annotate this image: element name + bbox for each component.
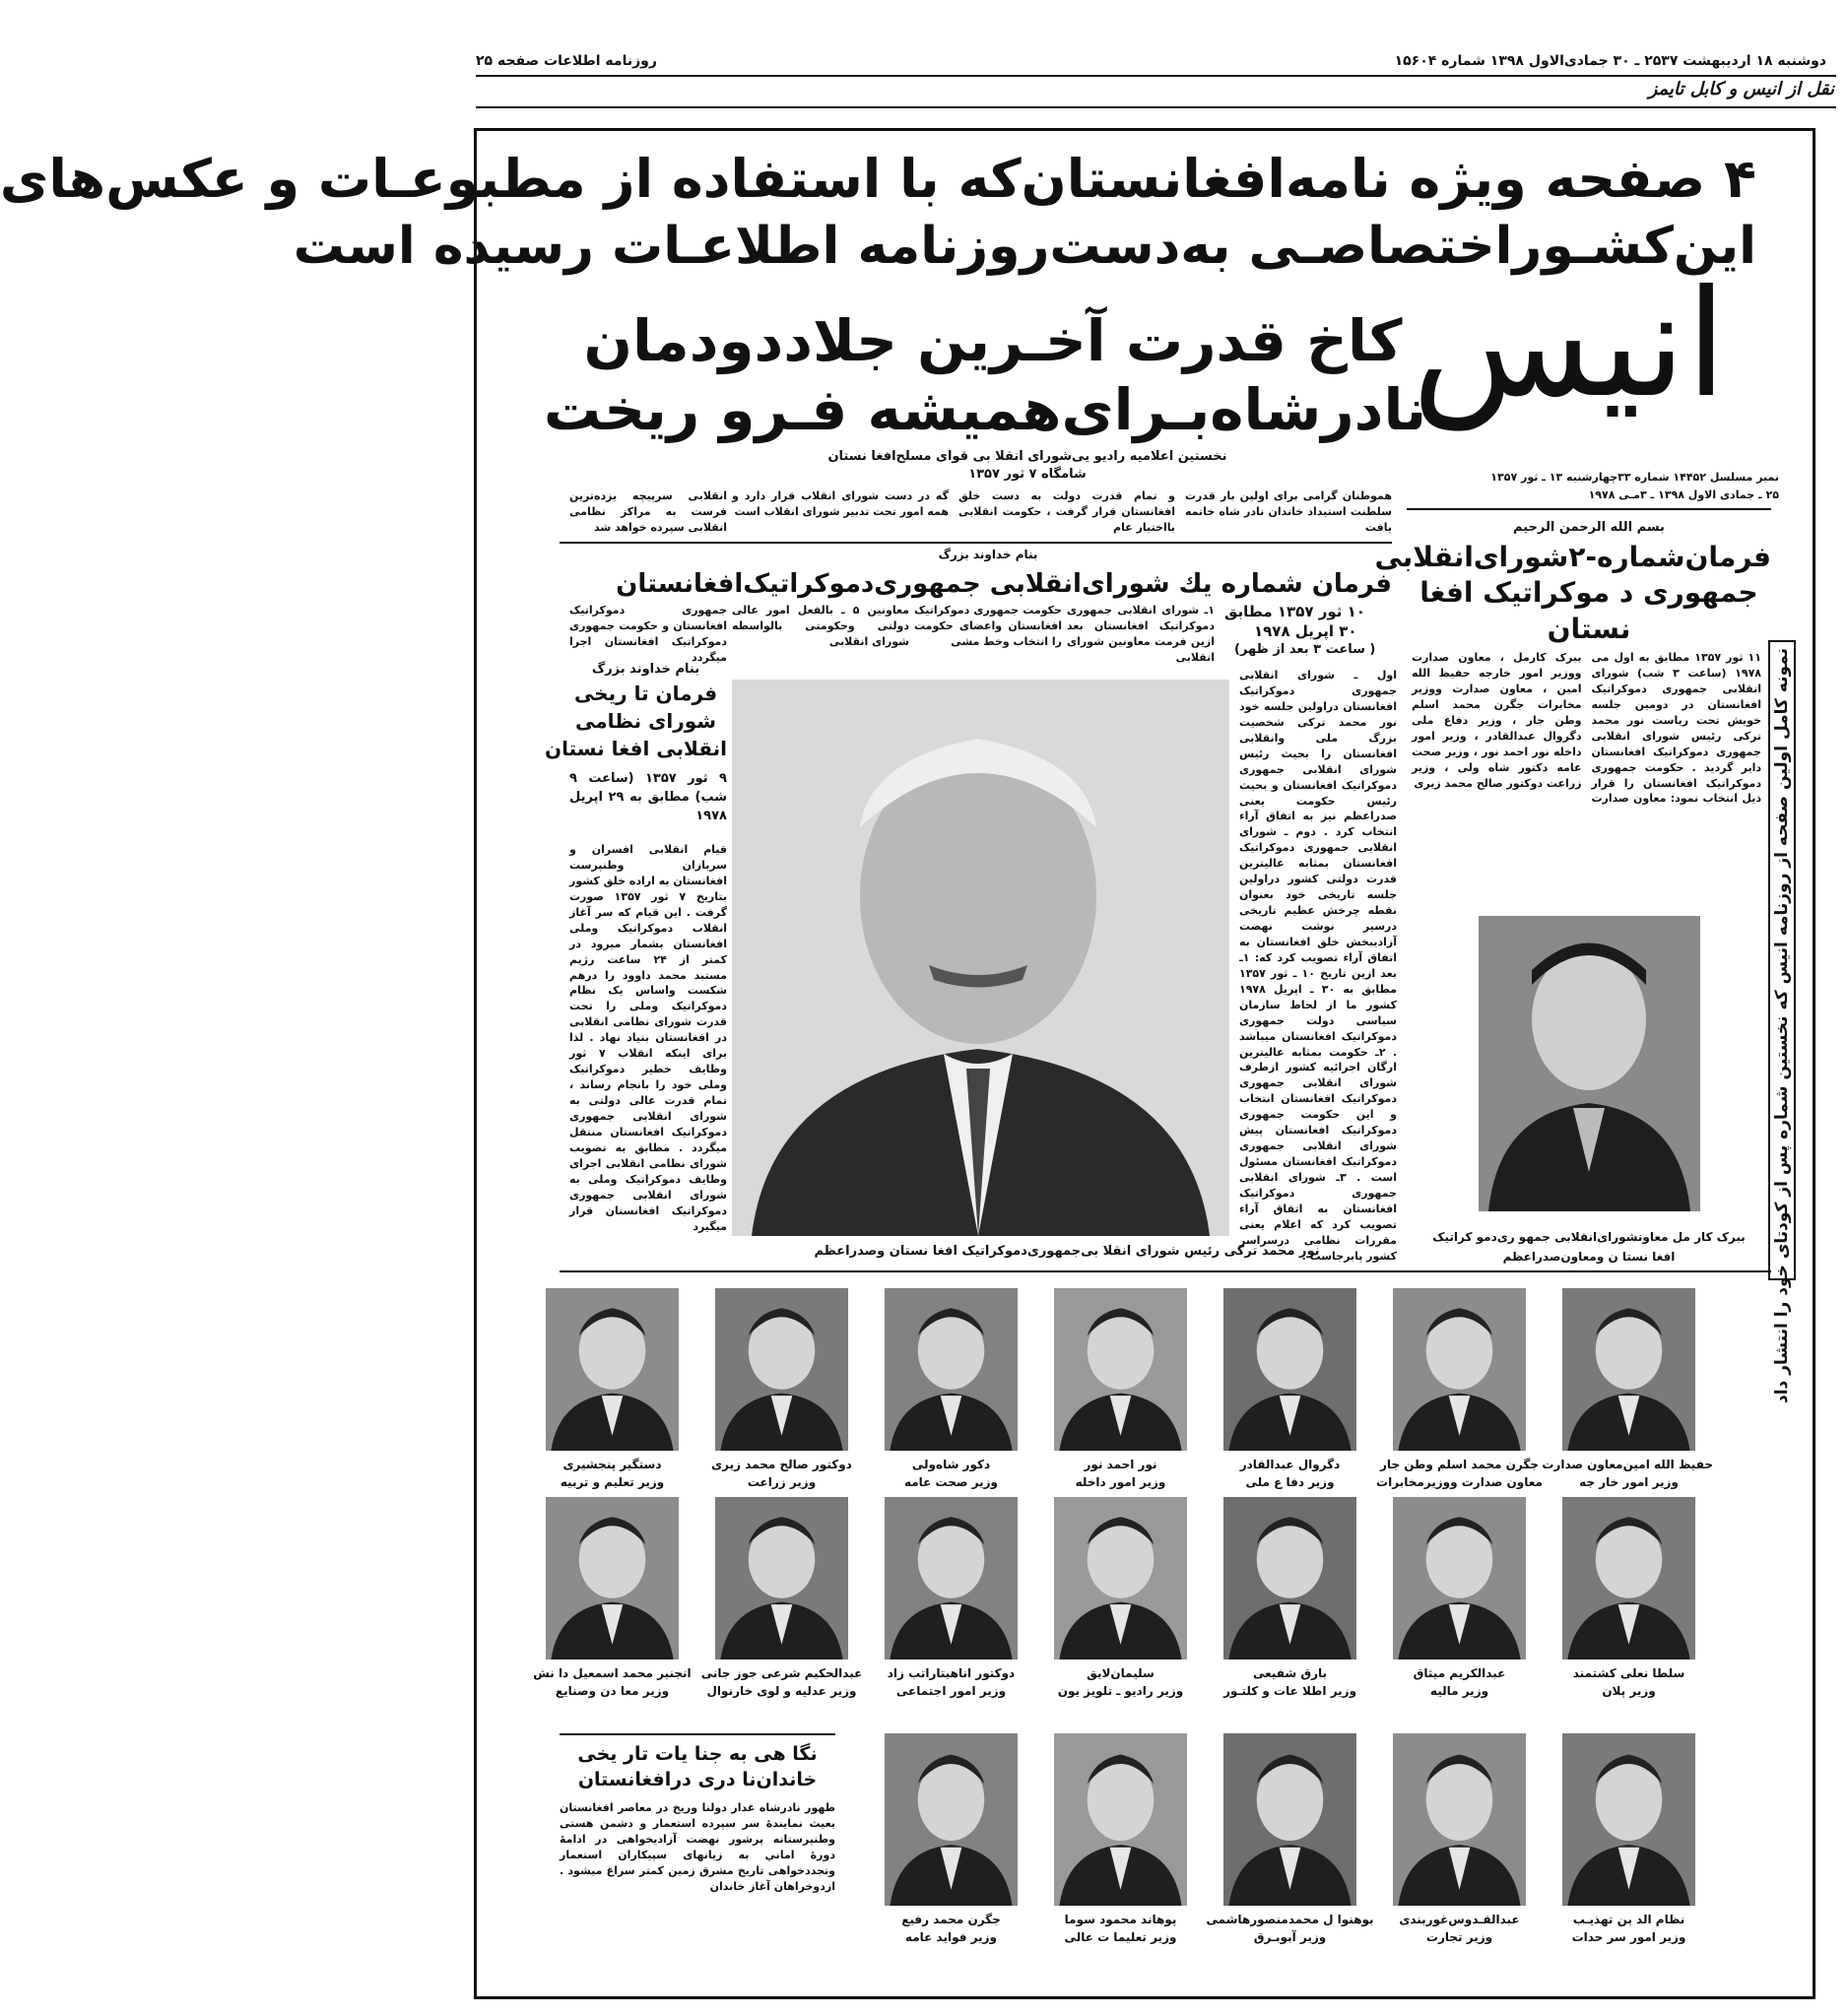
minister-name: دگروال عبدالقادر [1239,1458,1341,1471]
minister-title: وزیر صحت عامه [903,1475,999,1489]
historic-top-col: جمهوری دموکراتیک افغانستان و حکومت جمهوری دموکراتیک افغانستان اجرا میگردد [569,604,727,664]
decree2-body: ۱۱ ثور ۱۳۵۷ مطابق به اول می ۱۹۷۸ (ساعت ۳ شب) شورای انقلابی جمهوری دموکراتیک افغانستان در دومین جلسه خویش تحت ریاست نور محمد ترکی رئیس شورای انقلابی جمهوری دموکراتیک افغانستان دایر گردید . حکومت جمهوری دموکراتیک افغانستان را قرار ذیل انتخاب نمود: معاون صدارت ببرک کارمل ، معاون صدارت ووزیر امور خارجه حفیظ الله امین ، معاون صدارت ووزیر مخابرات جگرن محمد اسلم وطن جار ، وزیر دفاع ملی دگروال عبدالقادر ، وزیر امور داخله نور احمد نور ، وزیر صحت عامه دکتور شاه ولی ، وزیر زراعت دوکتور صالح محمد زیری [1412,651,1762,806]
subheadline-2: شامگاه ۷ ثور ۱۳۵۷ [968,467,1087,482]
minister-title: وزیر مالیه [1429,1684,1489,1698]
headline-line1: ۴ صفحه ویژه نامه‌افغانستان‌که با استفاده از مطبوعـات و عکس‌های [0,148,1756,210]
decree1-body: اول ـ شورای انقلابی جمهوری دموکراتیک افغانستان دراولین جلسه خود نور محمد ترکی شخصیت بزرگ ملی وانقلابی افغانستان را بحیث رئیس شورای انقلابی جمهوری دموکراتیک افغانستان و بحیث رئیس حکومت یعنی صدراعظم نیز به اتفاق آراء انتخاب کرد . دوم ـ شورای انقلابی جمهوری دموکراتیک افغانستان بمثابه عالیترین قدرت دولتی کشور دراولین جلسه تاریخی خود بعنوان نقطه چرخش عظیم تاریخی درسیر نوشت نهضت آزادیبخش خلق افغانستان به اتفاق آراء تصویب کرد که: ۱ـ بعد ازین تاریخ ۱۰ ـ ثور ۱۳۵۷ مطابق به ۳۰ ـ اپریل ۱۹۷۸ کشور ما از لحاظ سازمان سیاسی دولت جمهوری دموکراتیک افغانستان میباشد . ۲ـ حکومت بمثابه عالیترین ارگان اجرائیه کشور ازطرف شورای انقلابی جمهوری دموکراتیک افغانستان انتخاب و این حکومت جمهوری دموکراتیک افغانستان پیش شورای انقلابی جمهوری دموکراتیک افغانستان مسئول است . ۳ـ شورای انقلابی جمهوری دموکراتیک افغانستان به اتفاق آراء تصویب کرد که اعلام یعنی مقررات نظامی درسراسر کشور پابرجاست . [1239,669,1398,1263]
minister-title: وزیر تعلیما ت عالی [1064,1930,1177,1944]
minister-title: وزیر پلان [1602,1684,1656,1698]
historic-date: ۹ ثور ۱۳۵۷ (ساعت ۹ شب) مطابق به ۲۹ اپریل ۱۹۷۸ [569,771,727,823]
minister-name: بوهنوا ل محمدمنصورهاشمی [1206,1913,1374,1926]
minister-name: جگرن محمد اسلم وطن جار [1380,1458,1539,1471]
minister-title: وزیر اطلا عات و کلتـور [1222,1684,1357,1698]
minister-photo [715,1288,848,1451]
minister-name: دوکتور اناهیتاراتب زاد [887,1666,1016,1680]
masthead-logo: انیس [1412,259,1727,430]
minister-name: پوهاند محمود سوما [1064,1913,1177,1926]
decree1-date-2: ۳۰ اپریل ۱۹۷۸ [1254,622,1357,640]
minister-title: وزیر تعلیم و تربیه [560,1475,665,1489]
decree2-basmala: بسم الله الرحمن الرحیم [1513,520,1665,535]
minister-title: وزیر عدلیه و لوی خارنوال [706,1684,857,1698]
minister-name: نظام الد ین تهذیـب [1572,1913,1685,1926]
historic-title-1: فرمان تا ریخی [573,682,718,705]
minister-name: عبدالحکیم شرعی جوز جانی [700,1666,863,1680]
minister-title: معاون صدارت ووزیرمخابرات [1376,1475,1543,1489]
minister-photo [1393,1733,1526,1906]
minister-photo [885,1497,1018,1659]
history-body: ظهور نادرشاه غدار دولنا وریخ در معاصر افغانستان بعیث نمایندهٔ سر سپرده استعمار و دشمن هستی وطنپرستانه پرشور نهضت آزادیخواهی در ادامهٔ دورهٔ اماني به زیانهای سپیکاران استعمار وتجددخواهی تاریخ مشرق زمین کمتر سراغ میشود . ازدوخراهان آغاز خاندان [560,1801,835,1893]
minister-title: وزیر امور اجتماعی [895,1684,1007,1698]
main-headline-1: کاخ قدرت آخـرین جلاددودمان [583,307,1403,374]
historic-body: قیام انقلابی افسران و سربازان وطنپرست افغانستان به اراده خلق کشور بتاریخ ۷ ثور ۱۳۵۷ صورت گرفت . این قیام که سر آغاز انقلاب دموکراتیک وملی افغانستان بشمار میرود در کمتر از ۲۴ ساعت رژیم مستبد محمد داوود را درهم شکست واساس یک نظام دموکراتیک وملی را تحت قدرت شورای نظامی انقلابی در افغانستان بنیاد نهاد . لذا برای اینکه انقلاب ۷ ثور وظایف خطیر دموکراتیک وملی خود را بانجام رساند ، تمام قدرت عالی دولتی به شورای انقلابی جمهوری دموکراتیک افغانستان منتقل میگردد . مطابق به تصویب شورای نظامی انقلابی اجرای وظایف دموکراتیک وملی به شورای انقلابی جمهوری دموکراتیک افغانستان قرار میگیرد [569,843,727,1233]
minister-name: دکور شاه‌ولی [911,1458,991,1471]
decree1-top-col-3: معاونین ۵ ـ بالفعل امور عالی دولتی وحکومتی بالواسطه شورای انقلابی [732,604,909,648]
minister-photo [1223,1733,1356,1906]
minister-title: وزیر معا دن وصنایع [555,1684,670,1698]
minister-photo [546,1288,679,1451]
minister-photo [885,1288,1018,1451]
decree1-prefix: بنام خداوند بزرگ [938,548,1038,561]
main-headline-2: نادرشاه‌بـرای‌همیشه فـرو ریخت [543,376,1426,443]
minister-photo [1223,1288,1356,1451]
decree1-top-col-1: ۱ـ شورای انقلابی جمهوری دموکراتیک افغانستان بعد ازین فرمت معاونین شورای انقلابی [1067,604,1215,664]
minister-name: دستگیر پنجشیری [562,1458,662,1471]
minister-photo [885,1733,1018,1906]
decree1-date-3: ( ساعت ۳ بعد از ظهر) [1234,642,1376,657]
minister-photo [546,1497,679,1659]
minister-photo [1562,1733,1695,1906]
history-box [560,1733,835,1982]
minister-photo [1054,1288,1187,1451]
minister-name: حفیظ الله امین‌معاون صدارت [1542,1458,1713,1471]
history-title-1: نگا هی به جنا یات تار یخی [577,1743,818,1765]
minister-name: عبدالقـدوس‌غوربندی [1399,1913,1520,1926]
date-line: دوشنبه ۱۸ اردیبهشت ۲۵۳۷ ـ ۳۰ جمادی‌الاول ۱۳۹۸ شماره ۱۵۶۰۴ [1394,53,1826,69]
decree1-date-1: ۱۰ ثور ۱۳۵۷ مطابق [1224,603,1365,620]
minister-title: وزیر آبوبـرق [1253,1930,1327,1944]
minister-photo [1054,1497,1187,1659]
minister-title: وزیر امور سر حدات [1571,1930,1686,1944]
decree1-title: فرمان شماره یك شورای‌انقلابی جمهوری‌دموکراتیک‌افغانستان [616,569,1392,599]
minister-photo [1393,1288,1526,1451]
minister-title: وزیر امور داخله [1075,1475,1166,1489]
minister-photo [1054,1733,1187,1906]
karmal-caption-2: افغا نستا ن ومعاون‌صدراعظم [1502,1250,1676,1264]
intro-col-4: انقلابی سرپیچه یزده‌ترین فرست به مراکز نظامی انقلابی سپرده خواهد شد [569,489,727,534]
minister-name: جگرن محمد رفیع [901,1913,1001,1926]
masthead-info-1: نمبر مسلسل ۱۴۴۵۲ شماره ۳۳چهارشنبه ۱۳ ـ ثور ۱۳۵۷ [1490,471,1779,484]
side-banner: نمونه کامل اولین صفحه از روزنامه انیس که نخستین شماره پس از کودتای خود را انتشار داد [1768,640,1796,1280]
minister-name: بارق شفیعی [1252,1666,1328,1680]
minister-title: وزیر دفا ع ملی [1245,1475,1335,1489]
headline-line2: این‌کشـورا‌ختصاصـی به‌دست‌روزنامه اطلاعـات رسیده است [293,217,1756,276]
karmal-photo [1479,916,1700,1211]
page-label: روزنامه اطلاعات صفحه ۲۵ [476,53,657,69]
minister-name: نور احمد نور [1084,1458,1157,1471]
taraki-caption: نور محمد ترکی رئیس شورای انقلا بی‌جمهوری‌دموکراتیک افغا نستان وصدراعظم [814,1244,1320,1259]
intro-col-3: گه در دست شورای انقلاب قرار دارد و همه امور تحت تدبیر شورای انقلاب است [732,489,949,518]
taraki-photo [732,680,1229,1236]
minister-title: وزیر امور خار جه [1579,1475,1679,1489]
subheadline-1: نخستین اعلامیه رادیو یی‌شورای انقلا بی قوای مسلح‌افغا نستان [827,449,1227,464]
minister-name: سلیمان‌لایق [1087,1666,1155,1680]
decree2-title: فرمان‌شماره-۲شورای‌انقلابی جمهوری د موکراتیک افغا نستان [1374,541,1771,645]
minister-photo [715,1497,848,1659]
minister-photo [1562,1497,1695,1659]
minister-name: انجنیر محمد اسمعیل دا نش [533,1666,692,1680]
minister-title: وزیر زراعت [747,1475,817,1489]
minister-name: عبدالکریم میثاق [1413,1666,1506,1680]
minister-title: وزیر فواید عامه [904,1930,998,1944]
history-title-2: خاندان‌نا دری در‌افغانستان [577,1769,818,1790]
karmal-caption-1: ببرک کار مل معاونشورای‌انقلابی جمهو ری‌دمو کراتیک [1432,1230,1746,1244]
minister-photo [1223,1497,1356,1659]
historic-title-3: انقلابی افغا نستان [545,737,727,760]
minister-photo [1393,1497,1526,1659]
minister-name: سلطا نعلی کشتمند [1572,1666,1685,1680]
intro-col-2: و تمام قدرت دولت به دست خلق افغانستان قرار گرفت ، حکومت انقلابی بااختیار عام [958,489,1175,534]
historic-title-2: شورای نظامی [575,709,716,733]
decree1-top-col-2: حکومت جمهوری دموکراتیک افغانستان واعضای حکومت را انتخاب وخط مشی [914,604,1062,648]
historic-prefix: بنام خداوند بزرگ [591,662,700,677]
minister-title: وزیر رادیو ـ تلویز یون [1057,1684,1184,1698]
minister-photo [1562,1288,1695,1451]
source-label: نقل از انیس و کابل تایمز [1648,79,1834,99]
intro-col-1: هموطنان گرامی برای اولین بار قدرت سلطنت استبداد خاندان نادر شاه خاتمه یافت [1185,489,1392,534]
minister-name: دوکتور صالح محمد زیری [711,1458,852,1471]
masthead-info-2: ۲۵ ـ جمادی الاول ۱۳۹۸ ـ ۳مـی ۱۹۷۸ [1588,488,1779,501]
minister-title: وزیر تجارت [1425,1930,1493,1944]
